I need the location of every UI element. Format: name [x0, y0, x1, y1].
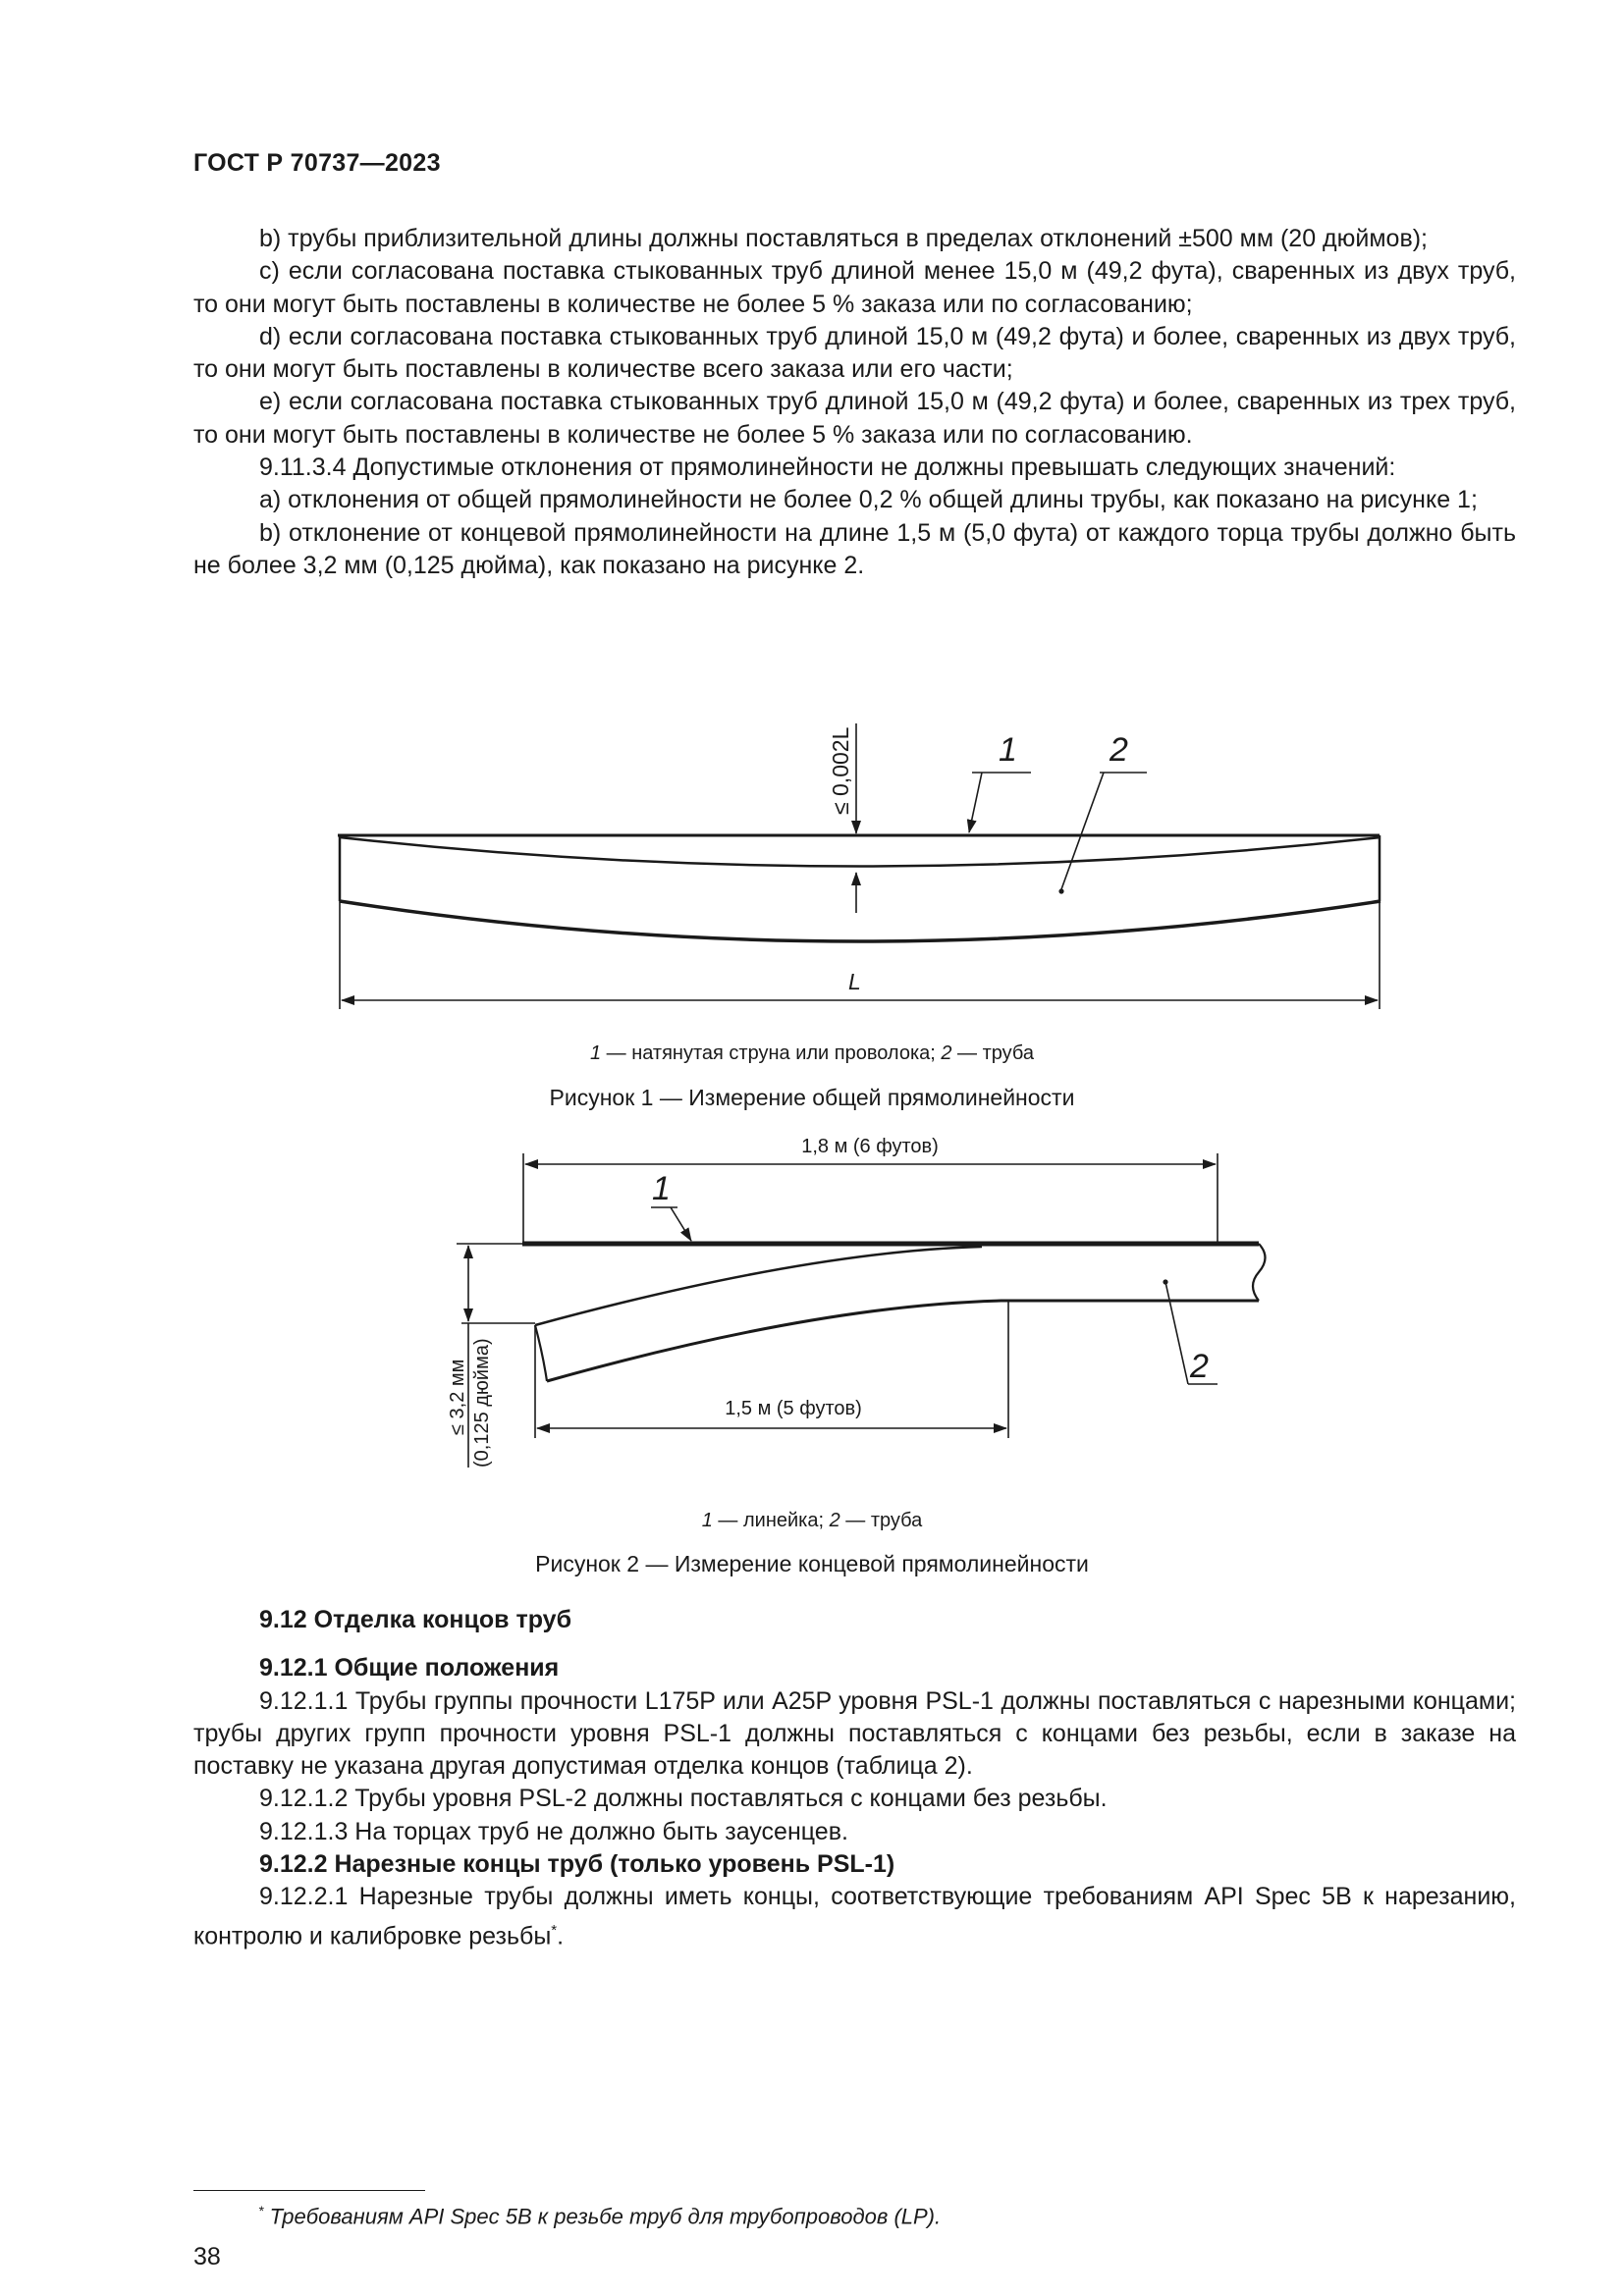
bottom-dimension-label: 1,5 м (5 футов) — [725, 1398, 862, 1419]
paragraph-9-12-1-3: 9.12.1.3 На торцах труб не должно быть заусенцев. — [259, 1817, 848, 1845]
figure-1-caption: Рисунок 1 — Измерение общей прямолинейности — [549, 1085, 1075, 1110]
page-number: 38 — [193, 2243, 221, 2270]
figure-2-legend — [0, 1510, 1624, 1532]
legend-1-num: 1 — [589, 1042, 602, 1064]
text-block-lower — [193, 1604, 1516, 1952]
length-label: L — [848, 969, 861, 994]
figure-2-label-1: 1 — [652, 1170, 671, 1207]
paragraph-b-end-straightness: b) отклонение от концевой прямолинейности на длине 1,5 м (5,0 фута) от каждого торца трубы должно быть не более 3,2 мм (0,125 дюйма), как показано на рисунке 2. — [193, 518, 1516, 579]
side-dimension-label-1: ≤ 3,2 мм — [447, 1359, 468, 1435]
paragraph-d-two-pipes: d) если согласована поставка стыкованных труб длиной 15,0 м (49,2 фута) и более, сваренных из двух труб, то они могут быть поставлены в количестве всего заказа или его части; — [193, 322, 1516, 384]
side-dimension-label-2: (0,125 дюйма) — [471, 1338, 493, 1468]
paragraph-9-12-2-1 — [193, 1881, 1516, 1952]
paragraph-9-12-2-1-end: . — [557, 1922, 565, 1949]
legend-2-num: 2 — [941, 1042, 952, 1064]
figure-2-pipe — [535, 1244, 1266, 1381]
figure-1-label-2: 2 — [1110, 731, 1128, 769]
footnote-reference[interactable]: * — [551, 1921, 558, 1939]
deviation-label: ≤ 0,002L — [828, 726, 853, 815]
figure-2-label-2: 2 — [1190, 1348, 1209, 1385]
paragraph-a-straightness: a) отклонения от общей прямолинейности не более 0,2 % общей длины трубы, как показано на рисунке 1; — [259, 486, 1478, 514]
paragraph-9-12-1-1: 9.12.1.1 Трубы группы прочности L175P или A25P уровня PSL-1 должны поставляться с нарезными концами; трубы других групп прочности уровня PSL-1 должны поставляться с концами без резьбы, если в заказе на поставку не указана другая допустимая отделка концов (таблица 2). — [193, 1686, 1516, 1781]
document-header: ГОСТ Р 70737—2023 — [193, 149, 441, 177]
paragraph-9-12-1-2: 9.12.1.2 Трубы уровня PSL-2 должны поставляться с концами без резьбы. — [259, 1785, 1108, 1813]
figure-2-caption: Рисунок 2 — Измерение концевой прямолинейности — [535, 1551, 1089, 1576]
legend-1-num: 1 — [701, 1510, 713, 1531]
paragraph-b-length: b) трубы приблизительной длины должны поставляться в пределах отклонений ±500 мм (20 дюймов); — [259, 225, 1428, 252]
legend-2-text: — труба — [951, 1042, 1035, 1064]
footnote-mark: * — [258, 2203, 264, 2218]
legend-1-text: — натянутая струна или проволока; — [601, 1042, 942, 1064]
legend-2-num: 2 — [829, 1510, 840, 1531]
paragraph-9-11-3-4: 9.11.3.4 Допустимые отклонения от прямолинейности не должны превышать следующих значений: — [259, 454, 1396, 482]
section-9-12-1-heading: 9.12.1 Общие положения — [259, 1654, 560, 1682]
section-9-12-2-heading: 9.12.2 Нарезные концы труб (только уровень PSL-1) — [259, 1850, 895, 1879]
figure-2-top-dimension — [523, 1153, 1218, 1244]
figure-1-label-1: 1 — [999, 731, 1017, 769]
section-9-12-heading: 9.12 Отделка концов труб — [259, 1606, 572, 1633]
footnote — [258, 2203, 941, 2229]
top-dimension-label: 1,8 м (6 футов) — [801, 1136, 939, 1157]
pipe-point-marker-2 — [1163, 1279, 1167, 1284]
figure-2-leaders — [651, 1207, 1218, 1384]
paragraph-c-two-pipes: c) если согласована поставка стыкованных труб длиной менее 15,0 м (49,2 фута), сваренных из двух труб, то они могут быть поставлены в количестве не более 5 % заказа или по согласованию; — [193, 257, 1516, 318]
legend-2-text: — труба — [839, 1510, 923, 1531]
paragraph-9-12-2-1-text: 9.12.2.1 Нарезные трубы должны иметь концы, соответствующие требованиям API Spec 5B к нарезанию, контролю и калибровке резьбы — [193, 1883, 1516, 1949]
footnote-text: Требованиям API Spec 5B к резьбе труб для трубопроводов (LP). — [269, 2204, 942, 2229]
legend-1-text: — линейка; — [712, 1510, 830, 1531]
paragraph-e-three-pipes: e) если согласована поставка стыкованных труб длиной 15,0 м (49,2 фута) и более, сваренных из трех труб, то они могут быть поставлены в количестве не более 5 % заказа или по согласованию. — [193, 388, 1516, 449]
footnote-separator — [193, 2190, 425, 2191]
